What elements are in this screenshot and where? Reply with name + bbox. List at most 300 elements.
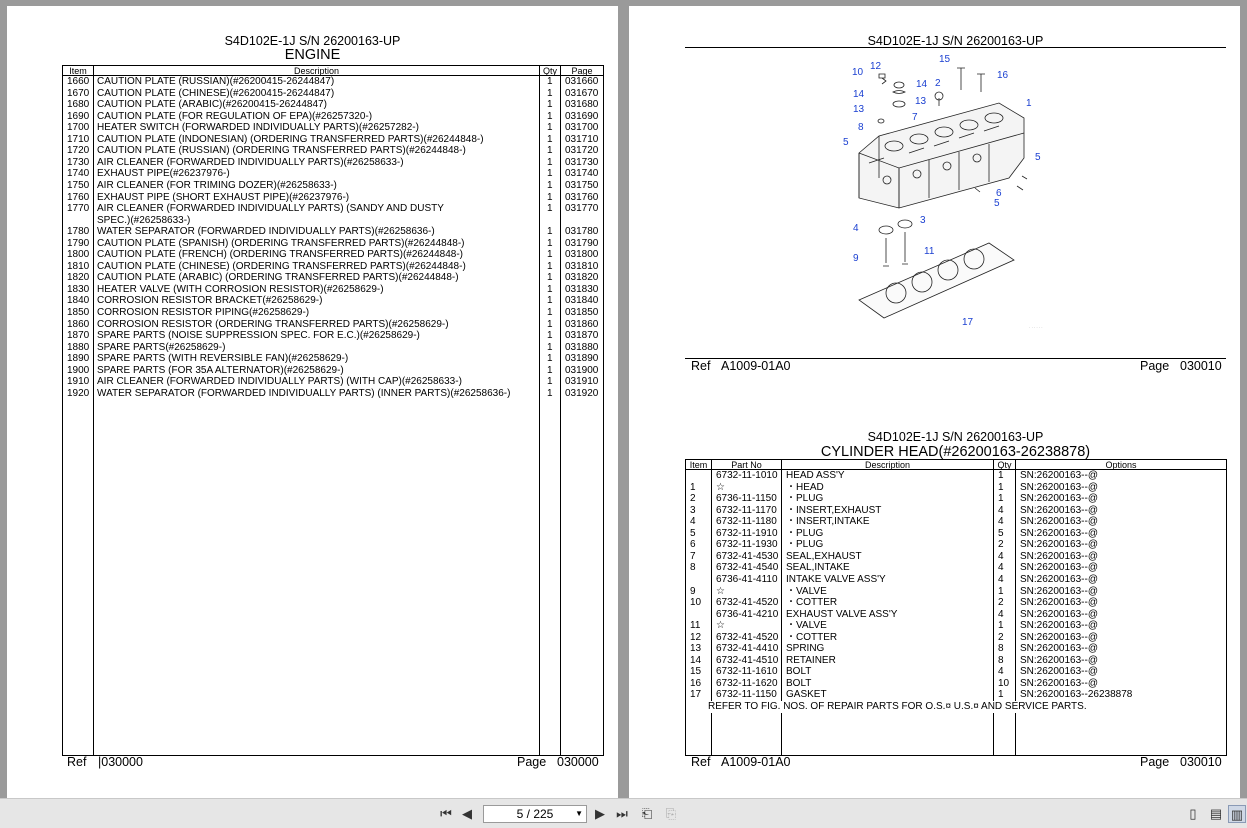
table-row (686, 586, 1226, 598)
cell-qty: 8 (998, 654, 1004, 666)
parts-page-title: CYLINDER HEAD(#26200163-26238878) (820, 444, 1091, 460)
cell-options: SN:26200163--@ (1020, 631, 1098, 643)
cell-description: AIR CLEANER (FOR TRIMING DOZER)(#26258633-) (97, 179, 337, 191)
cell-qty: 1 (547, 249, 553, 261)
cell-page: 031680 (565, 99, 599, 111)
cell-qty: 1 (547, 272, 553, 284)
previous-page-icon[interactable]: ◀ (462, 806, 472, 821)
cell-part-no: 6732-41-4520 (716, 597, 779, 609)
parts-list-table (685, 459, 1227, 756)
callout-label: 1 (1026, 98, 1032, 109)
table-row (63, 203, 603, 215)
cell-page: 031920 (565, 387, 599, 399)
cell-item: 1770 (67, 203, 90, 215)
cell-qty: 1 (547, 295, 553, 307)
callout-label: 8 (858, 122, 864, 133)
cell-item: 6 (690, 539, 696, 551)
cell-description: SPARE PARTS (NOISE SUPPRESSION SPEC. FOR E.C.)(#26258629-) (97, 330, 420, 342)
cell-page: 031850 (565, 307, 599, 318)
cell-description: CORROSION RESISTOR PIPING(#26258629-) (97, 307, 310, 318)
parts-page-value: 030010 (1180, 755, 1222, 769)
cell-qty: 1 (547, 307, 553, 318)
cell-description: ・INSERT,INTAKE (786, 516, 870, 528)
diagram-page-value: 030010 (1180, 359, 1222, 373)
cell-qty: 1 (547, 260, 553, 272)
cell-part-no: 6736-41-4110 (716, 573, 778, 585)
cell-description: SEAL,INTAKE (786, 562, 850, 574)
diagram-page-label: Page (1140, 359, 1170, 373)
cell-description: HEATER SWITCH (FORWARDED INDIVIDUALLY PARTS)(#26257282-) (97, 122, 419, 134)
cell-description: ・PLUG (786, 539, 824, 551)
table-row (63, 192, 603, 204)
cell-options: SN:26200163--@ (1020, 608, 1098, 620)
cell-description: SEAL,EXHAUST (786, 550, 862, 562)
continuous-view-icon[interactable]: ▤ (1209, 806, 1223, 821)
cell-description: AIR CLEANER (FORWARDED INDIVIDUALLY PARTS)(#26258633-) (97, 156, 404, 168)
cell-description: INTAKE VALVE ASS'Y (786, 573, 886, 585)
cell-item: 4 (690, 516, 696, 528)
cell-item: 8 (690, 562, 696, 574)
callout-label: 2 (935, 78, 941, 89)
cell-item: 1910 (67, 376, 90, 388)
callout-label: 6 (996, 188, 1002, 199)
table-row (686, 482, 1226, 494)
table-row (686, 609, 1226, 621)
table-row (63, 226, 603, 238)
callout-label: 17 (962, 317, 974, 328)
cell-qty: 1 (547, 203, 553, 215)
cell-qty: 2 (998, 631, 1004, 643)
cell-description: CORROSION RESISTOR (ORDERING TRANSFERRED PARTS)(#26258629-) (97, 318, 449, 330)
cell-description: CAUTION PLATE (ARABIC)(#26200415-26244847) (97, 99, 327, 111)
cell-item: 14 (690, 654, 702, 666)
cell-page: 031890 (565, 353, 599, 365)
cell-description: SPARE PARTS(#26258629-) (97, 341, 226, 353)
table-row (63, 330, 603, 342)
cell-page: 031810 (565, 260, 599, 272)
cell-qty: 1 (547, 168, 553, 180)
cell-page: 031770 (565, 203, 599, 215)
cell-description: HEAD ASS'Y (786, 470, 845, 481)
cell-page: 031800 (565, 249, 599, 261)
cell-qty: 1 (547, 376, 553, 388)
cell-description: CAUTION PLATE (SPANISH) (ORDERING TRANSFERRED PARTS)(#26244848-) (97, 237, 465, 249)
cell-description: ・PLUG (786, 527, 824, 539)
diagram-ref-label: Ref (691, 359, 711, 373)
table-row (63, 99, 603, 111)
cell-description: CAUTION PLATE (CHINESE) (ORDERING TRANSFERRED PARTS)(#26244848-) (97, 260, 466, 272)
cell-part-no: 6732-41-4410 (716, 643, 779, 655)
cell-qty: 4 (998, 608, 1004, 620)
diagram-ref-value: A1009-01A0 (721, 359, 791, 373)
cell-description: SPEC.)(#26258633-) (97, 214, 191, 226)
cell-options: SN:26200163--@ (1020, 481, 1098, 493)
cell-qty: 1 (998, 481, 1004, 493)
cell-part-no: 6732-11-1620 (716, 677, 778, 689)
cell-options: SN:26200163--@ (1020, 597, 1098, 609)
cell-page: 031690 (565, 110, 599, 122)
cell-options: SN:26200163--@ (1020, 493, 1098, 505)
table-row (63, 157, 603, 169)
cell-part-no: 6732-41-4520 (716, 631, 779, 643)
table-row (63, 261, 603, 273)
column-header-part-no: Part No (731, 460, 762, 470)
callout-label: 9 (853, 253, 859, 264)
cell-page: 031730 (565, 156, 599, 168)
footer-ref-value: |030000 (98, 755, 143, 769)
cell-item: 1880 (67, 341, 90, 353)
cell-page: 031840 (565, 295, 599, 307)
cell-item: 16 (690, 677, 702, 689)
table-row (686, 620, 1226, 632)
table-row (63, 145, 603, 157)
cell-description: RETAINER (786, 654, 836, 666)
column-header-page: Page (571, 66, 593, 76)
cell-item: 11 (690, 620, 701, 632)
column-header-description: Description (293, 66, 340, 76)
cell-part-no: ☆ (716, 481, 725, 493)
cell-qty: 1 (547, 156, 553, 168)
table-row (686, 528, 1226, 540)
cell-item: 1870 (67, 330, 90, 342)
callout-label: 13 (853, 104, 865, 115)
cell-options: SN:26200163--@ (1020, 527, 1098, 539)
cell-page: 031900 (565, 364, 599, 376)
cell-part-no: 6732-11-1910 (716, 527, 778, 539)
cell-qty: 1 (547, 283, 553, 295)
cell-part-no: 6732-41-4510 (716, 654, 779, 666)
table-row (686, 516, 1226, 528)
callout-label: 16 (997, 70, 1009, 81)
cell-qty: 4 (998, 562, 1004, 574)
callout-label: 11 (924, 246, 935, 257)
cell-description: BOLT (786, 666, 812, 678)
cell-description: SPARE PARTS (FOR 35A ALTERNATOR)(#26258629-) (97, 364, 344, 376)
cell-part-no: 6736-11-1150 (716, 493, 777, 505)
cell-item: 2 (690, 493, 696, 505)
cell-description: SPARE PARTS (WITH REVERSIBLE FAN)(#26258629-) (97, 353, 349, 365)
page-title: ENGINE (284, 47, 341, 63)
cell-qty: 1 (998, 689, 1004, 701)
cell-item: 3 (690, 504, 696, 516)
cell-item: 1740 (67, 168, 90, 180)
cell-description: ・INSERT,EXHAUST (786, 504, 882, 516)
table-row (63, 238, 603, 250)
callout-label: 4 (853, 223, 859, 234)
cell-item: 1670 (67, 87, 90, 99)
cell-description: GASKET (786, 689, 827, 701)
cell-qty: 1 (547, 353, 553, 365)
table-row (686, 689, 1226, 701)
cell-item: 1900 (67, 364, 90, 376)
cell-qty: 1 (547, 76, 553, 87)
callout-label: 5 (994, 198, 1000, 209)
cell-qty: 1 (547, 133, 553, 145)
table-row (686, 597, 1226, 609)
cell-description: CAUTION PLATE (FOR REGULATION OF EPA)(#26257320-) (97, 110, 373, 122)
cell-qty: 1 (547, 122, 553, 134)
cell-item: 1730 (67, 156, 90, 168)
table-row (63, 342, 603, 354)
table-row (686, 655, 1226, 667)
cell-qty: 1 (547, 341, 553, 353)
cell-part-no: 6732-11-1150 (716, 689, 777, 701)
cell-qty: 1 (547, 110, 553, 122)
cell-page: 031830 (565, 283, 599, 295)
facing-view-icon[interactable]: ▥ (1228, 805, 1246, 823)
cell-page: 031740 (565, 168, 599, 180)
cell-page: 031780 (565, 226, 599, 238)
cell-item: 1830 (67, 283, 90, 295)
cell-description: CAUTION PLATE (RUSSIAN)(#26200415-26244847) (97, 76, 335, 87)
cell-item: 1820 (67, 272, 90, 284)
page-header: S4D102E-1J S/N 26200163-UP (224, 34, 401, 48)
callout-label: 7 (912, 112, 918, 123)
table-row (63, 180, 603, 192)
table-row (63, 272, 603, 284)
table-row (686, 551, 1226, 563)
parts-page-label: Page (1140, 755, 1170, 769)
cell-qty: 1 (547, 237, 553, 249)
cell-qty: 1 (547, 330, 553, 342)
cell-part-no: ☆ (716, 620, 725, 632)
cell-page: 031660 (565, 76, 599, 87)
cell-item: 1700 (67, 122, 90, 134)
cell-qty: 1 (998, 493, 1004, 505)
cell-qty: 1 (998, 470, 1004, 481)
cell-part-no: 6732-11-1010 (716, 470, 778, 481)
cell-item: 9 (690, 585, 696, 597)
callout-label: 14 (853, 89, 865, 100)
cell-options: SN:26200163--@ (1020, 620, 1098, 632)
viewer-toolbar (0, 798, 1247, 828)
cell-part-no: ☆ (716, 585, 725, 597)
cell-description: CAUTION PLATE (FRENCH) (ORDERING TRANSFERRED PARTS)(#26244848-) (97, 249, 463, 261)
parts-index-table (62, 65, 604, 756)
cell-page: 031870 (565, 330, 599, 342)
cell-item: 1890 (67, 353, 90, 365)
cell-description: CORROSION RESISTOR BRACKET(#26258629-) (97, 295, 323, 307)
cell-part-no: 6732-11-1180 (716, 516, 777, 528)
cell-qty: 1 (547, 318, 553, 330)
parts-ref-label: Ref (691, 755, 711, 769)
footer-page-value: 030000 (557, 755, 599, 769)
cell-qty: 1 (998, 620, 1004, 632)
first-page-icon[interactable]: ⏮ (440, 806, 452, 821)
cell-qty: 1 (547, 179, 553, 191)
cell-page: 031720 (565, 145, 599, 157)
cell-item: 1850 (67, 307, 90, 318)
column-header-item: Item (689, 460, 708, 470)
cell-options: SN:26200163--@ (1020, 504, 1098, 516)
document-page-right (629, 6, 1240, 798)
page-number-select[interactable] (483, 805, 587, 823)
parts-ref-value: A1009-01A0 (721, 755, 791, 769)
cell-part-no: 6732-11-1610 (716, 666, 778, 678)
cell-description: CAUTION PLATE (CHINESE)(#26200415-26244847) (97, 87, 335, 99)
callout-label: 3 (920, 215, 926, 226)
table-row (686, 562, 1226, 574)
cell-description: ・VALVE (786, 585, 827, 597)
cell-part-no: 6732-41-4540 (716, 562, 779, 574)
cell-qty: 4 (998, 516, 1004, 528)
cell-description: EXHAUST PIPE(#26237976-) (97, 168, 230, 180)
cell-page: 031860 (565, 318, 599, 330)
diagram-page-header: S4D102E-1J S/N 26200163-UP (867, 34, 1044, 48)
cell-page: 031710 (565, 133, 599, 145)
footer-ref-label: Ref (67, 755, 87, 769)
cell-page: 031750 (565, 179, 599, 191)
table-row (63, 88, 603, 100)
cell-description: EXHAUST PIPE (SHORT EXHAUST PIPE)(#26237976-) (97, 191, 350, 203)
table-row (686, 574, 1226, 586)
cell-description: CAUTION PLATE (RUSSIAN) (ORDERING TRANSFERRED PARTS)(#26244848-) (97, 145, 466, 157)
callout-label: 14 (916, 79, 928, 90)
table-row (63, 319, 603, 331)
table-row (63, 353, 603, 365)
cell-description: WATER SEPARATOR (FORWARDED INDIVIDUALLY PARTS)(#26258636-) (97, 226, 435, 238)
cell-qty: 1 (547, 387, 553, 399)
cell-item: 1780 (67, 226, 90, 238)
go-forward-icon[interactable]: ⎘ (665, 806, 677, 821)
cell-item: 1710 (67, 133, 90, 145)
cell-item: 1840 (67, 295, 90, 307)
cell-qty: 1 (547, 87, 553, 99)
cell-options: SN:26200163--@ (1020, 516, 1098, 528)
cell-description: EXHAUST VALVE ASS'Y (786, 608, 898, 620)
cell-item: 1760 (67, 191, 90, 203)
footer-page-label: Page (517, 755, 547, 769)
callout-label: 10 (852, 67, 864, 78)
cell-item: 1790 (67, 237, 90, 249)
table-row (686, 470, 1226, 482)
cell-qty: 10 (998, 677, 1010, 689)
parts-page-header: S4D102E-1J S/N 26200163-UP (867, 430, 1044, 444)
cell-description: BOLT (786, 677, 812, 689)
column-header-item: Item (69, 66, 87, 76)
cell-page: 031760 (565, 191, 599, 203)
table-row (686, 666, 1226, 678)
table-row (63, 365, 603, 377)
table-row (686, 493, 1226, 505)
cell-description: ・HEAD (786, 481, 824, 493)
cell-options: SN:26200163--@ (1020, 666, 1098, 678)
cell-qty: 5 (998, 527, 1004, 539)
column-header-description: Description (864, 460, 911, 470)
cell-options: SN:26200163--@ (1020, 550, 1098, 562)
cell-options: SN:26200163--26238878 (1020, 689, 1133, 701)
cell-qty: 1 (547, 99, 553, 111)
cell-qty: 2 (998, 539, 1004, 551)
cell-qty: 1 (547, 145, 553, 157)
table-row (63, 295, 603, 307)
cell-description: ・VALVE (786, 620, 827, 632)
cell-description: ・COTTER (786, 597, 838, 609)
cell-qty: 4 (998, 504, 1004, 516)
repair-parts-note: REFER TO FIG. NOS. OF REPAIR PARTS FOR O.S.¤ U.S.¤ AND SERVICE PARTS. (686, 701, 1226, 713)
cell-item: 1920 (67, 387, 90, 399)
cell-page: 031700 (565, 122, 599, 134)
column-header-options: Options (1105, 460, 1137, 470)
cell-qty: 1 (547, 226, 553, 238)
table-row (686, 678, 1226, 690)
cell-qty: 1 (998, 585, 1004, 597)
single-page-view-icon[interactable]: ▯ (1189, 806, 1197, 821)
callout-label: 5 (1035, 152, 1041, 163)
cell-page: 031670 (565, 87, 599, 99)
cell-item: 1660 (67, 76, 90, 87)
cell-item: 1680 (67, 99, 90, 111)
cell-description: AIR CLEANER (FORWARDED INDIVIDUALLY PARTS) (WITH CAP)(#26258633-) (97, 376, 462, 388)
column-header-qty: Qty (542, 66, 557, 76)
callout-label: 13 (915, 96, 927, 107)
cell-item: 12 (690, 631, 702, 643)
cell-options: SN:26200163--@ (1020, 677, 1098, 689)
last-page-icon[interactable]: ⏭ (616, 806, 628, 821)
cell-qty: 4 (998, 573, 1004, 585)
callout-label: 12 (870, 61, 882, 72)
page-indicator: 5 / 225 (516, 807, 554, 821)
table-row (63, 76, 603, 88)
cell-description: HEATER VALVE (WITH CORROSION RESISTOR)(#26258629-) (97, 283, 384, 295)
cell-item: 1860 (67, 318, 90, 330)
cell-part-no: 6732-11-1930 (716, 539, 778, 551)
cell-description: CAUTION PLATE (ARABIC) (ORDERING TRANSFERRED PARTS)(#26244848-) (97, 272, 459, 284)
cell-item: 1 (690, 481, 696, 493)
callout-label: 15 (939, 54, 951, 65)
cell-part-no: 6736-41-4210 (716, 608, 779, 620)
cell-page: 031910 (565, 376, 599, 388)
table-row (63, 168, 603, 180)
table-row (686, 505, 1226, 517)
table-row (63, 134, 603, 146)
table-row (686, 632, 1226, 644)
next-page-icon[interactable]: ▶ (595, 806, 605, 821)
table-row (63, 307, 603, 319)
cell-description: ・COTTER (786, 631, 838, 643)
cell-item: 13 (690, 643, 702, 655)
cell-item: 1690 (67, 110, 90, 122)
cell-options: SN:26200163--@ (1020, 470, 1098, 481)
cell-item: 1810 (67, 260, 90, 272)
table-row (63, 122, 603, 134)
cell-qty: 1 (547, 191, 553, 203)
column-header-qty: Qty (997, 460, 1012, 470)
document-page-left (7, 6, 618, 798)
cell-options: SN:26200163--@ (1020, 562, 1098, 574)
cell-options: SN:26200163--@ (1020, 573, 1098, 585)
table-row (63, 284, 603, 296)
cylinder-head-exploded-diagram (839, 48, 1049, 330)
cell-options: SN:26200163--@ (1020, 539, 1098, 551)
cell-description: SPRING (786, 643, 825, 655)
table-row (63, 215, 603, 227)
cell-description: ・PLUG (786, 493, 824, 505)
chevron-down-icon: ▼ (575, 809, 583, 818)
cell-description: WATER SEPARATOR (FORWARDED INDIVIDUALLY PARTS) (INNER PARTS)(#26258636-) (97, 387, 511, 399)
cell-description: CAUTION PLATE (INDONESIAN) (ORDERING TRANSFERRED PARTS)(#26244848-) (97, 133, 484, 145)
cell-item: 10 (690, 597, 702, 609)
cell-qty: 2 (998, 597, 1004, 609)
go-back-icon[interactable]: ⎗ (641, 806, 653, 821)
cell-qty: 8 (998, 643, 1004, 655)
cell-item: 17 (690, 689, 702, 701)
cell-qty: 4 (998, 550, 1004, 562)
svg-text:· · · · · ·: · · · · · · (1029, 325, 1043, 330)
table-row (686, 643, 1226, 655)
cell-item: 1720 (67, 145, 90, 157)
table-row (63, 388, 603, 400)
